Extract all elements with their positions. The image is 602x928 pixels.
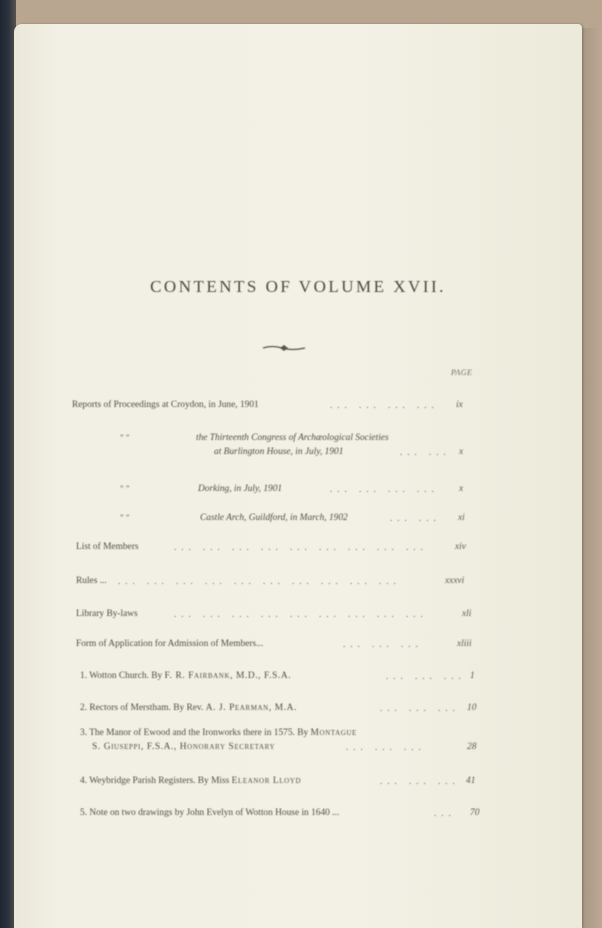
entry-title: 5. Note on two drawings by John Evelyn of Wotton House in 1640 ... [80, 808, 340, 818]
page-edge [582, 28, 602, 928]
ornament-divider-icon [262, 343, 306, 353]
entry-title-text: 1. Wotton Church. By [80, 671, 165, 681]
entry-page: xliii [457, 639, 472, 649]
entry-title-text: 3. The Manor of Ewood and the Ironworks there in 1575. By [80, 728, 311, 738]
entry-title [80, 776, 301, 786]
entry-page: 70 [470, 808, 480, 818]
entry-title: Rules ... [76, 576, 107, 586]
entry-leader-dots: ... ... ... ... ... ... ... ... ... [174, 542, 428, 552]
entry-leader-dots: ... ... ... ... [330, 400, 439, 410]
entry-title-text: 4. Weybridge Parish Registers. By Miss [80, 776, 232, 786]
entry-leader-dots: ... ... ... [386, 671, 466, 681]
entry-author: F. R. Fairbank, M.D., F.S.A. [164, 671, 292, 681]
entry-page: 41 [466, 776, 476, 786]
entry-page: xxxvi [445, 576, 465, 586]
entry-title [80, 728, 357, 738]
entry-page: 10 [467, 703, 477, 713]
entry-leader-dots: ... ... [390, 513, 441, 523]
entry-page: 28 [467, 742, 477, 752]
entry-author: A. J. Pearman, M.A. [205, 703, 297, 713]
entry-title-line2: at Burlington House, in July, 1901 [214, 447, 344, 457]
entry-title: Castle Arch, Guildford, in March, 1902 [200, 513, 348, 523]
entry-page: x [459, 447, 464, 457]
page-column-label: PAGE [451, 368, 473, 377]
entry-title-line2: S. Giuseppi, F.S.A., Honorary Secretary [92, 742, 276, 752]
entry-page: xi [458, 513, 465, 523]
entry-leader-dots: ... ... ... [380, 703, 460, 713]
ditto-marks: " " [120, 484, 130, 494]
book-page [14, 24, 582, 928]
entry-leader-dots: ... ... ... [346, 742, 426, 752]
page-title: CONTENTS OF VOLUME XVII. [150, 277, 446, 296]
entry-title: Form of Application for Admission of Members... [76, 639, 264, 649]
entry-title [80, 703, 297, 713]
entry-leader-dots: ... ... ... ... ... ... ... ... ... [174, 609, 428, 619]
entry-leader-dots: ... ... [400, 447, 451, 457]
entry-page: ix [456, 400, 463, 410]
entry-leader-dots: ... ... ... [380, 776, 460, 786]
entry-leader-dots: ... ... ... [343, 639, 423, 649]
entry-title [80, 671, 291, 681]
entry-title: the Thirteenth Congress of Archæological Societies [196, 433, 389, 443]
entry-leader-dots: ... [434, 808, 456, 818]
entry-title: List of Members [76, 542, 139, 552]
entry-title: Dorking, in July, 1901 [198, 484, 283, 494]
entry-title: Reports of Proceedings at Croydon, in June, 1901 [72, 400, 259, 410]
ditto-marks: " " [120, 513, 130, 523]
entry-author: Montague [310, 728, 357, 738]
ditto-marks: " " [120, 433, 130, 443]
entry-page: 1 [470, 671, 475, 681]
entry-page: x [459, 484, 464, 494]
entry-page: xiv [455, 542, 466, 552]
entry-leader-dots: ... ... ... ... ... ... ... ... ... ... [118, 576, 401, 586]
contents-block [14, 24, 582, 928]
entry-page: xli [462, 609, 472, 619]
entry-leader-dots: ... ... ... ... [330, 484, 439, 494]
entry-author: Eleanor Lloyd [231, 776, 302, 786]
entry-title: Library By-laws [76, 609, 138, 619]
entry-title-text: 2. Rectors of Merstham. By Rev. [80, 703, 206, 713]
